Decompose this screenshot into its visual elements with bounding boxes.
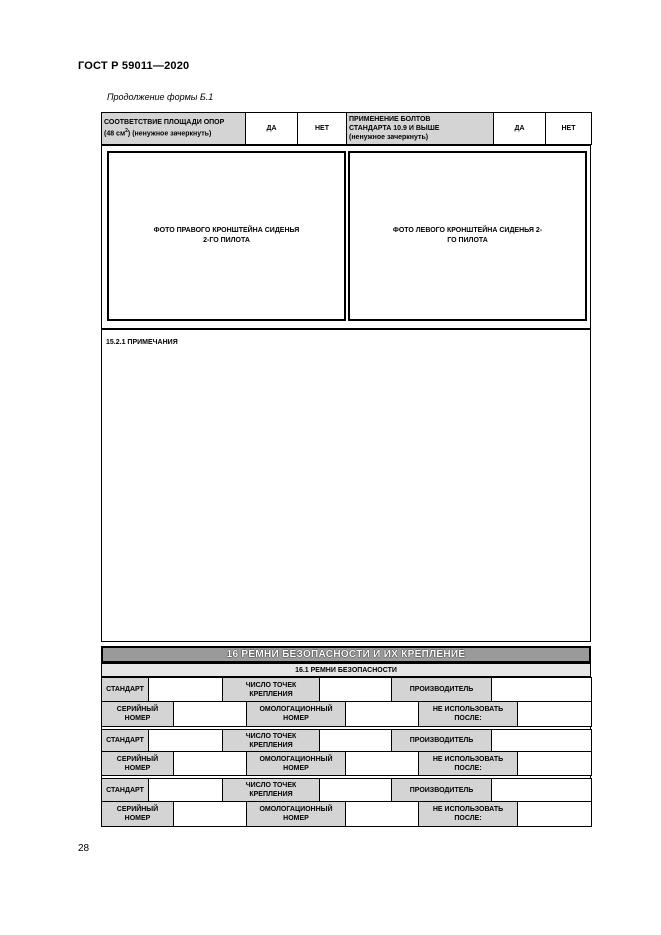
belt1-expiry-label: НЕ ИСПОЛЬЗОВАТЬ ПОСЛЕ: [419,702,518,727]
belt3-homologation-field[interactable] [346,802,419,827]
belt1-serial-field[interactable] [174,702,247,727]
belt2-serial-field[interactable] [174,752,247,776]
belt3-expiry-label: НЕ ИСПОЛЬЗОВАТЬ ПОСЛЕ: [419,802,518,827]
belt3-anchor-field[interactable] [320,779,392,802]
belt-group-3 [101,778,592,827]
belt1-anchor-field[interactable] [320,678,392,702]
belt1-standard-label: СТАНДАРТ [102,678,149,702]
belt2-manufacturer-label: ПРОИЗВОДИТЕЛЬ [392,730,492,752]
support-area-question [102,113,246,145]
belt1-homologation-label: ОМОЛОГАЦИОННЫЙ НОМЕР [247,702,346,727]
bolts-yes[interactable]: ДА [494,113,546,145]
belt1-expiry-field[interactable] [518,702,592,727]
support-area-yes[interactable]: ДА [246,113,298,145]
section16-header [101,646,591,663]
photo-caption-left: ФОТО ЛЕВОГО КРОНШТЕЙНА СИДЕНЬЯ 2-ГО ПИЛОТА [392,227,543,244]
notes-label: 15.2.1 ПРИМЕЧАНИЯ [106,339,178,346]
belt2-serial-label: СЕРИЙНЫЙ НОМЕР [102,752,174,776]
photo-row [101,145,591,329]
belt2-anchor-label: ЧИСЛО ТОЧЕК КРЕПЛЕНИЯ [223,730,320,752]
support-area-line2-pre: (48 см [104,130,126,138]
belt2-expiry-label: НЕ ИСПОЛЬЗОВАТЬ ПОСЛЕ: [419,752,518,776]
belt3-manufacturer-label: ПРОИЗВОДИТЕЛЬ [392,779,492,802]
support-area-no[interactable]: НЕТ [298,113,347,145]
support-area-sup: 2 [125,128,128,135]
bolts-line1: ПРИМЕНЕНИЕ БОЛТОВ [349,116,431,123]
belt3-serial-field[interactable] [174,802,247,827]
bolts-no[interactable]: НЕТ [546,113,592,145]
belt3-expiry-field[interactable] [518,802,592,827]
belt-group-2 [101,729,592,776]
photo-box-left[interactable] [348,151,587,321]
photo-caption-right: ФОТО ПРАВОГО КРОНШТЕЙНА СИДЕНЬЯ 2-ГО ПИЛОТА [153,227,300,244]
belt2-homologation-field[interactable] [346,752,419,776]
bolts-line3: (ненужное зачеркнуть) [349,134,429,141]
page-number: 28 [78,843,90,854]
belt1-manufacturer-field[interactable] [492,678,592,702]
belt1-serial-label: СЕРИЙНЫЙ НОМЕР [102,702,174,727]
belt-group-1 [101,677,592,727]
belt2-standard-field[interactable] [149,730,223,752]
photo-box-right[interactable] [107,151,346,321]
top-questions-table [101,112,592,145]
belt3-manufacturer-field[interactable] [492,779,592,802]
belt2-manufacturer-field[interactable] [492,730,592,752]
belt1-anchor-label: ЧИСЛО ТОЧЕК КРЕПЛЕНИЯ [223,678,320,702]
belt3-standard-label: СТАНДАРТ [102,779,149,802]
belt1-manufacturer-label: ПРОИЗВОДИТЕЛЬ [392,678,492,702]
belt1-standard-field[interactable] [149,678,223,702]
support-area-line2-post: ) (ненужное зачеркнуть) [127,130,212,138]
document-standard-id: ГОСТ Р 59011—2020 [78,60,190,72]
belt3-homologation-label: ОМОЛОГАЦИОННЫЙ НОМЕР [247,802,346,827]
belt2-expiry-field[interactable] [518,752,592,776]
form-continuation-caption: Продолжение формы Б.1 [107,92,214,102]
bolts-line2: СТАНДАРТА 10.9 И ВЫШЕ [349,125,440,132]
support-area-line1: СООТВЕТСТВИЕ ПЛОЩАДИ ОПОР [104,119,225,127]
subsection-16-1 [101,663,591,677]
belt3-serial-label: СЕРИЙНЫЙ НОМЕР [102,802,174,827]
notes-section[interactable] [101,329,591,642]
subsection-16-1-title: 16.1 РЕМНИ БЕЗОПАСНОСТИ [295,666,397,674]
belt3-standard-field[interactable] [149,779,223,802]
bolts-question [347,113,494,145]
belt2-standard-label: СТАНДАРТ [102,730,149,752]
belt2-homologation-label: ОМОЛОГАЦИОННЫЙ НОМЕР [247,752,346,776]
belt2-anchor-field[interactable] [320,730,392,752]
section16-title: 16 РЕМНИ БЕЗОПАСНОСТИ И ИХ КРЕПЛЕНИЕ [226,649,466,660]
belt1-homologation-field[interactable] [346,702,419,727]
belt3-anchor-label: ЧИСЛО ТОЧЕК КРЕПЛЕНИЯ [223,779,320,802]
